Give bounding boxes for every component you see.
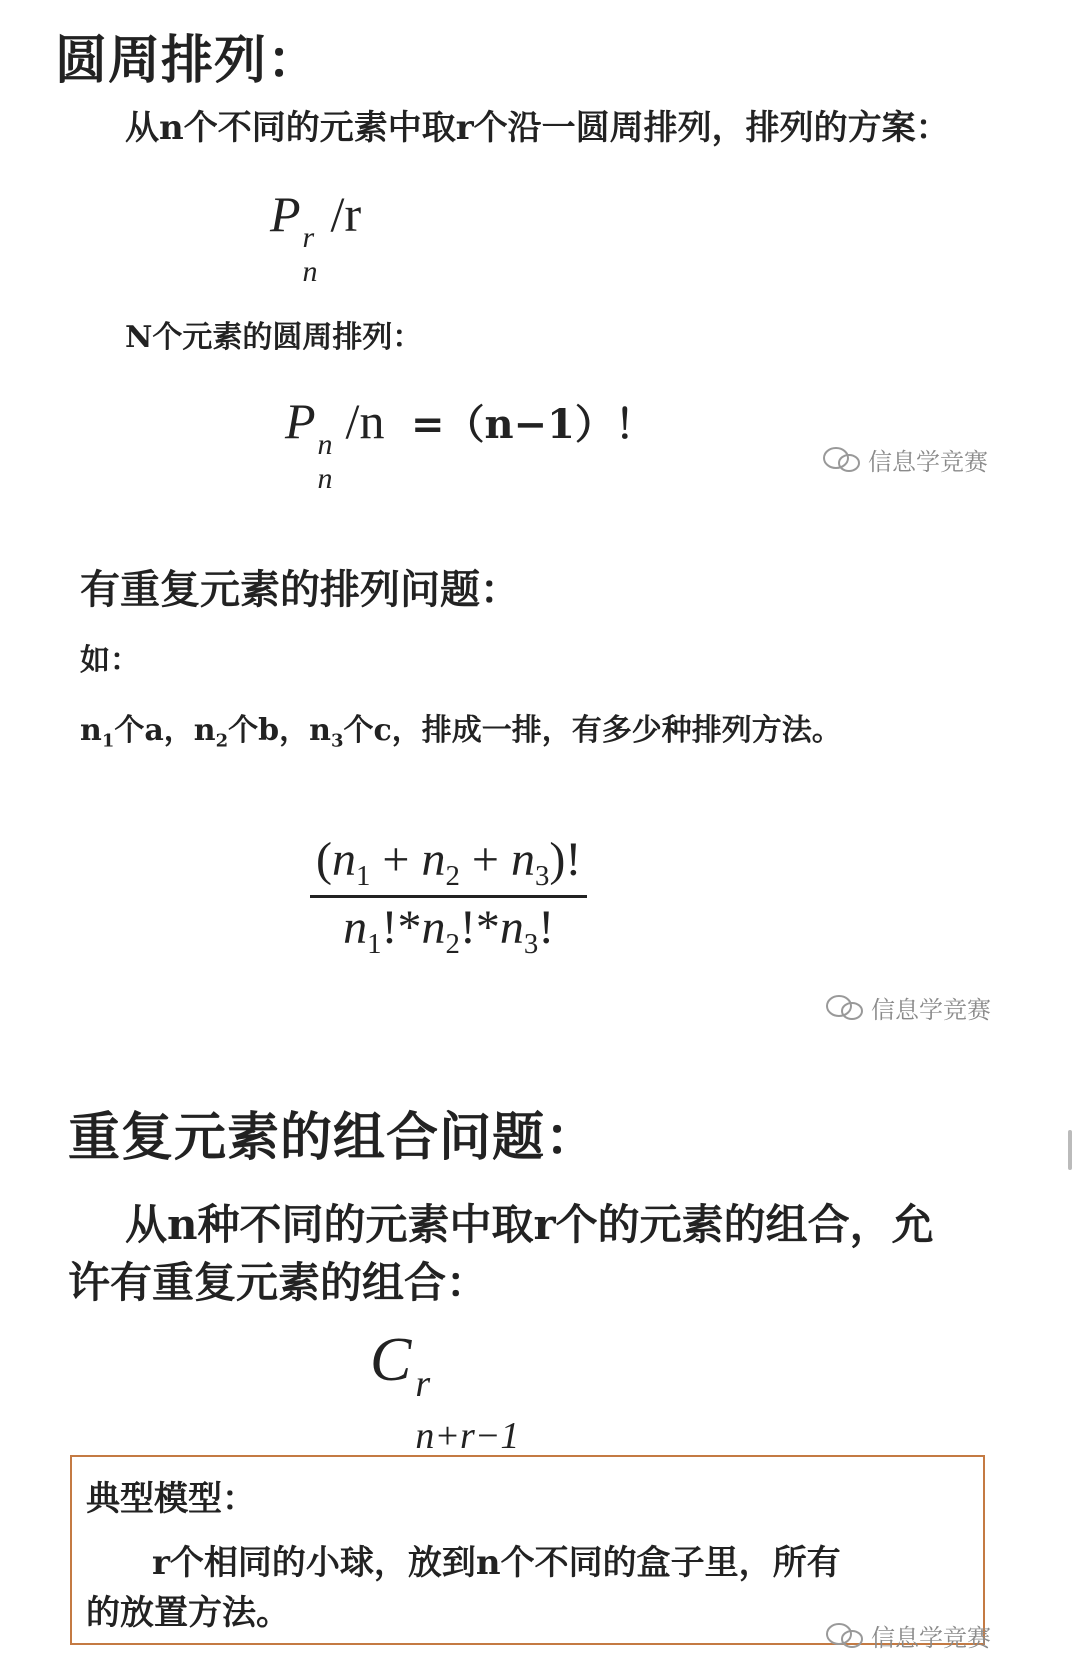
subscript: 2 <box>445 928 460 961</box>
subscript: 3 <box>523 928 539 961</box>
subscript: 2 <box>215 730 229 752</box>
subscript: 1 <box>355 860 371 893</box>
plus: + <box>471 833 499 886</box>
example-part: 个b， <box>228 713 310 748</box>
scrollbar-thumb[interactable] <box>1068 1130 1072 1170</box>
formula-rhs: =（n−1）！ <box>410 401 655 448</box>
fraction-bar <box>310 895 587 898</box>
n-var: n <box>343 901 368 955</box>
watermark <box>825 990 991 1025</box>
example-text <box>80 705 842 751</box>
formula-P: P <box>270 186 301 242</box>
n-var: n <box>421 901 446 955</box>
section-title-circular: 圆周排列： <box>55 30 321 91</box>
n-var: n <box>309 713 331 748</box>
formula-sup: n <box>317 428 333 461</box>
watermark <box>825 1618 991 1653</box>
example-part: 个a， <box>114 713 194 748</box>
formula-combination <box>370 1325 531 1457</box>
n-var: n <box>510 833 535 886</box>
formula-circular-r <box>270 185 362 288</box>
circular-description: 从n个不同的元素中取r个沿一圆周排列，排列的方案： <box>125 108 950 148</box>
watermark-text: 信息学竞赛 <box>868 448 988 476</box>
plus: + <box>382 833 410 886</box>
formula-sup: r <box>302 221 315 254</box>
n-var: n <box>499 901 524 955</box>
factorial: ! <box>538 901 555 955</box>
paren: ( <box>316 833 332 886</box>
factorial-times: !* <box>459 901 500 955</box>
paren-factorial: )! <box>549 833 582 886</box>
n-var: n <box>421 833 446 886</box>
watermark-text: 信息学竞赛 <box>871 996 991 1024</box>
subscript: 3 <box>534 860 550 893</box>
subscript: 1 <box>367 928 382 961</box>
formula-circular-n <box>285 392 655 495</box>
typical-model-box <box>70 1455 985 1645</box>
n-var: n <box>80 713 102 748</box>
model-title: 典型模型： <box>86 1479 256 1519</box>
factorial-times: !* <box>381 901 422 955</box>
formula-P: P <box>285 393 316 449</box>
section-title-repeat-permutation: 有重复元素的排列问题： <box>80 566 520 613</box>
n-var: n <box>331 833 356 886</box>
watermark-text: 信息学竞赛 <box>871 1624 991 1652</box>
wechat-icon <box>825 994 865 1022</box>
watermark <box>822 442 988 477</box>
fraction-denominator <box>337 900 560 961</box>
subscript: 3 <box>330 730 344 752</box>
subscript: 2 <box>445 860 460 893</box>
formula-sub: n <box>302 255 318 288</box>
formula-C: C <box>370 1326 412 1394</box>
formula-tail: /n <box>345 393 385 449</box>
wechat-icon <box>822 446 862 474</box>
fraction-numerator <box>310 832 587 893</box>
subscript: 1 <box>101 730 115 752</box>
section-title-repeat-combination: 重复元素的组合问题： <box>68 1107 599 1168</box>
formula-multinomial <box>310 832 587 961</box>
formula-tail: /r <box>330 186 362 242</box>
example-label: 如： <box>80 643 140 678</box>
formula-sub: n <box>317 462 333 495</box>
combination-desc-line2: 许有重复元素的组合： <box>68 1258 489 1307</box>
circular-n-subtitle: N个元素的圆周排列： <box>125 320 423 355</box>
formula-sub: n+r−1 <box>415 1415 520 1457</box>
n-var: n <box>193 713 216 748</box>
model-line1: r个相同的小球，放到n个不同的盒子里，所有 <box>152 1543 841 1583</box>
model-line2: 的放置方法。 <box>86 1593 290 1633</box>
combination-desc-line1: 从n种不同的元素中取r个的元素的组合，允 <box>125 1200 934 1249</box>
formula-sup: r <box>415 1363 431 1405</box>
example-part: 个c，排成一排，有多少种排列方法。 <box>343 713 842 748</box>
wechat-icon <box>825 1622 865 1650</box>
